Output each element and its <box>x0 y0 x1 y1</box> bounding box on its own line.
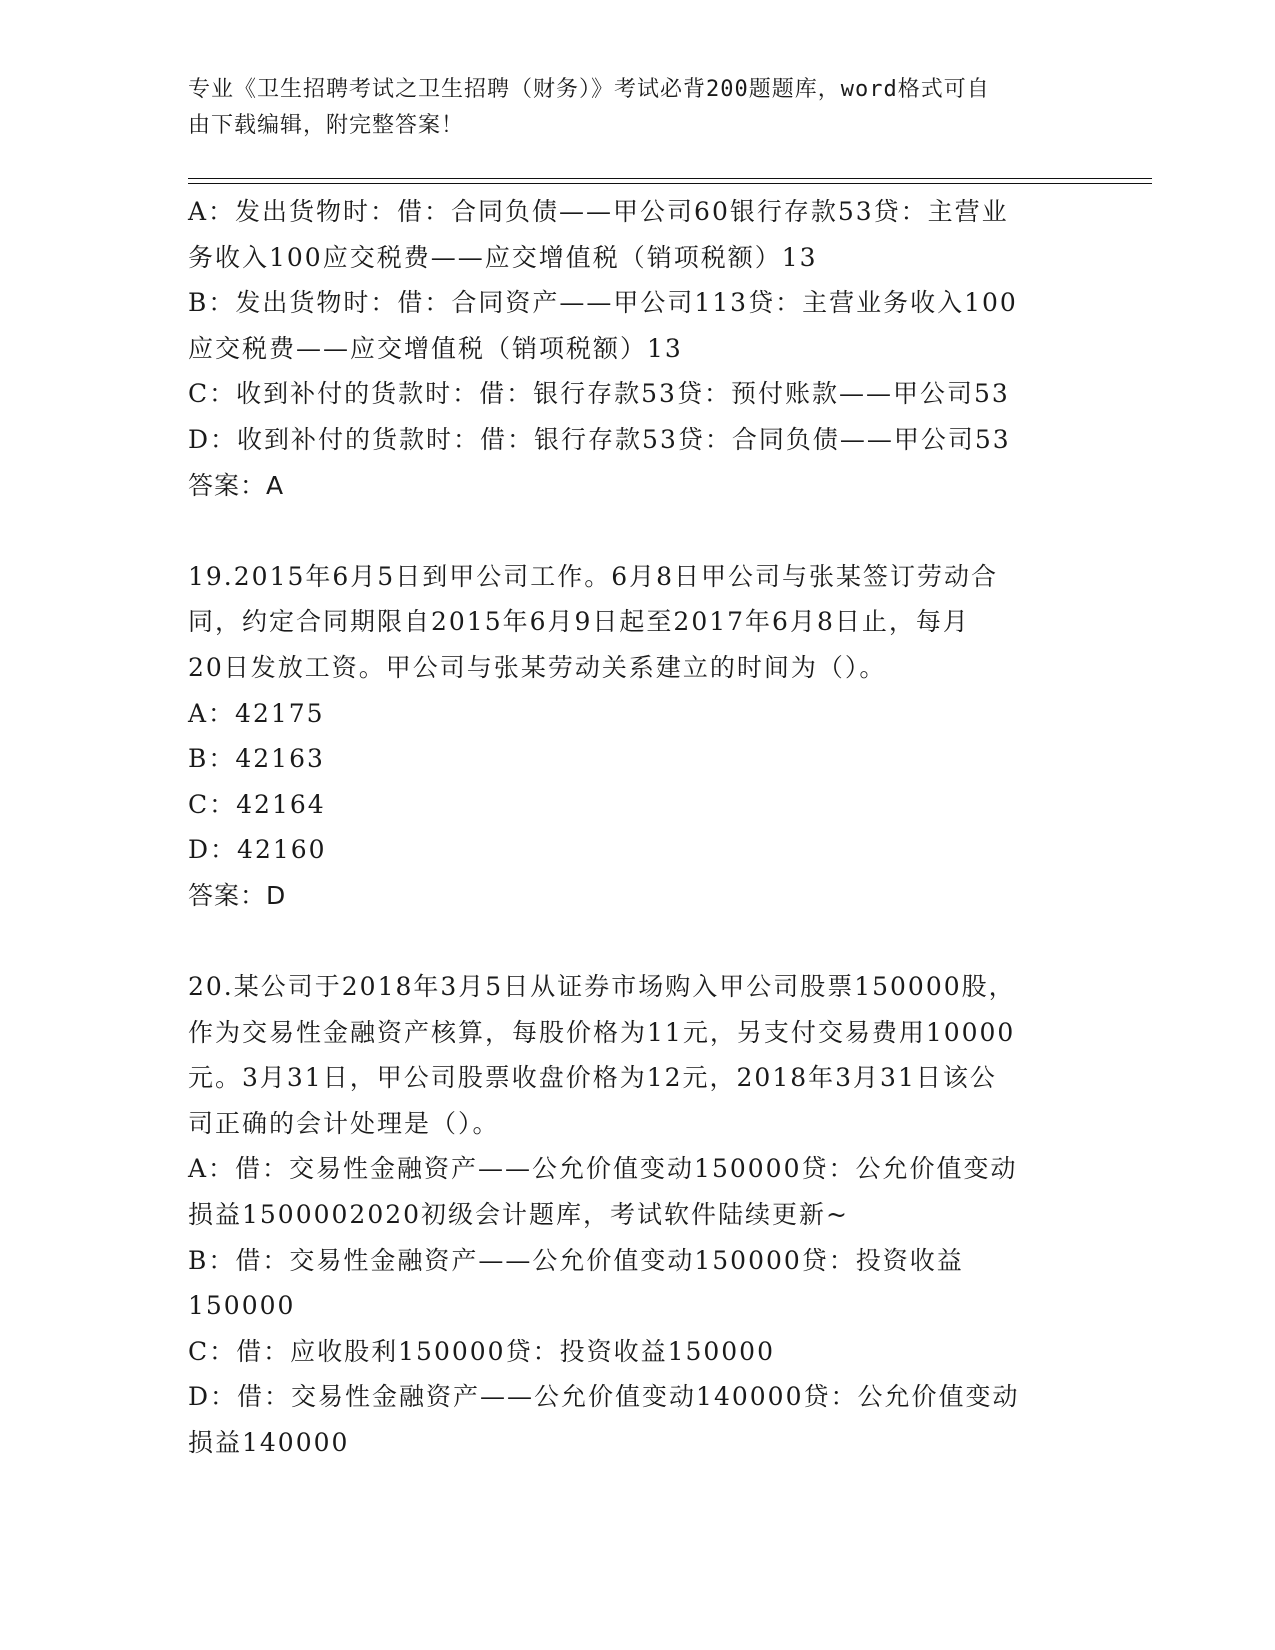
option-b-line-2: 应交税费——应交增值税（销项税额）13 <box>188 333 683 363</box>
question-18-options <box>188 189 1088 508</box>
option-b-line-1: B：发出货物时：借：合同资产——甲公司113贷：主营业务收入100 <box>188 288 1018 318</box>
question-stem-line-4: 司正确的会计处理是（）。 <box>188 1108 500 1138</box>
question-stem-line-1: 20.某公司于2018年3月5日从证券市场购入甲公司股票150000股， <box>188 972 1016 1002</box>
option-b-line-1: B：借：交易性金融资产——公允价值变动150000贷：投资收益 <box>188 1245 964 1275</box>
option-c: C：借：应收股利150000贷：投资收益150000 <box>188 1336 775 1366</box>
question-stem-line-2: 作为交易性金融资产核算，每股价格为11元，另支付交易费用10000 <box>188 1017 1016 1047</box>
header-line-2: 由下载编辑，附完整答案！ <box>188 113 465 138</box>
option-a-line-2: 损益1500002020初级会计题库，考试软件陆续更新~ <box>188 1200 850 1230</box>
option-d: D：42160 <box>188 835 327 865</box>
spacer <box>188 508 1088 554</box>
question-20 <box>188 964 1088 1466</box>
answer-label: 答案：D <box>188 880 287 910</box>
option-b: B：42163 <box>188 744 325 774</box>
document-header <box>188 72 1088 144</box>
question-19 <box>188 554 1088 919</box>
option-a-line-1: A：发出货物时：借：合同负债——甲公司60银行存款53贷：主营业 <box>188 197 1009 226</box>
header-rule-bottom <box>188 183 1152 184</box>
answer-label: 答案：A <box>188 470 285 500</box>
option-c: C：42164 <box>188 789 326 819</box>
header-rule-top <box>188 178 1152 179</box>
question-stem-line-3: 20日发放工资。甲公司与张某劳动关系建立的时间为（）。 <box>188 652 887 682</box>
option-a-line-1: A：借：交易性金融资产——公允价值变动150000贷：公允价值变动 <box>188 1154 1018 1184</box>
option-d-line-2: 损益140000 <box>188 1428 350 1458</box>
option-c: C：收到补付的货款时：借：银行存款53贷：预付账款——甲公司53 <box>188 379 1010 409</box>
spacer <box>188 919 1088 965</box>
question-stem-line-2: 同，约定合同期限自2015年6月9日起至2017年6月8日止，每月 <box>188 607 970 637</box>
question-stem-line-3: 元。3月31日，甲公司股票收盘价格为12元，2018年3月31日该公 <box>188 1063 997 1093</box>
option-d-line-1: D：借：交易性金融资产——公允价值变动140000贷：公允价值变动 <box>188 1382 1020 1412</box>
option-d: D：收到补付的货款时：借：银行存款53贷：合同负债——甲公司53 <box>188 424 1011 454</box>
question-stem-line-1: 19.2015年6月5日到甲公司工作。6月8日甲公司与张某签订劳动合 <box>188 561 999 591</box>
option-a: A：42175 <box>188 698 325 728</box>
option-a-line-2: 务收入100应交税费——应交增值税（销项税额）13 <box>188 242 818 272</box>
option-b-line-2: 150000 <box>188 1291 296 1321</box>
document-body <box>188 189 1088 1466</box>
header-line-1: 专业《卫生招聘考试之卫生招聘（财务）》考试必背200题题库，word格式可自 <box>188 77 990 102</box>
